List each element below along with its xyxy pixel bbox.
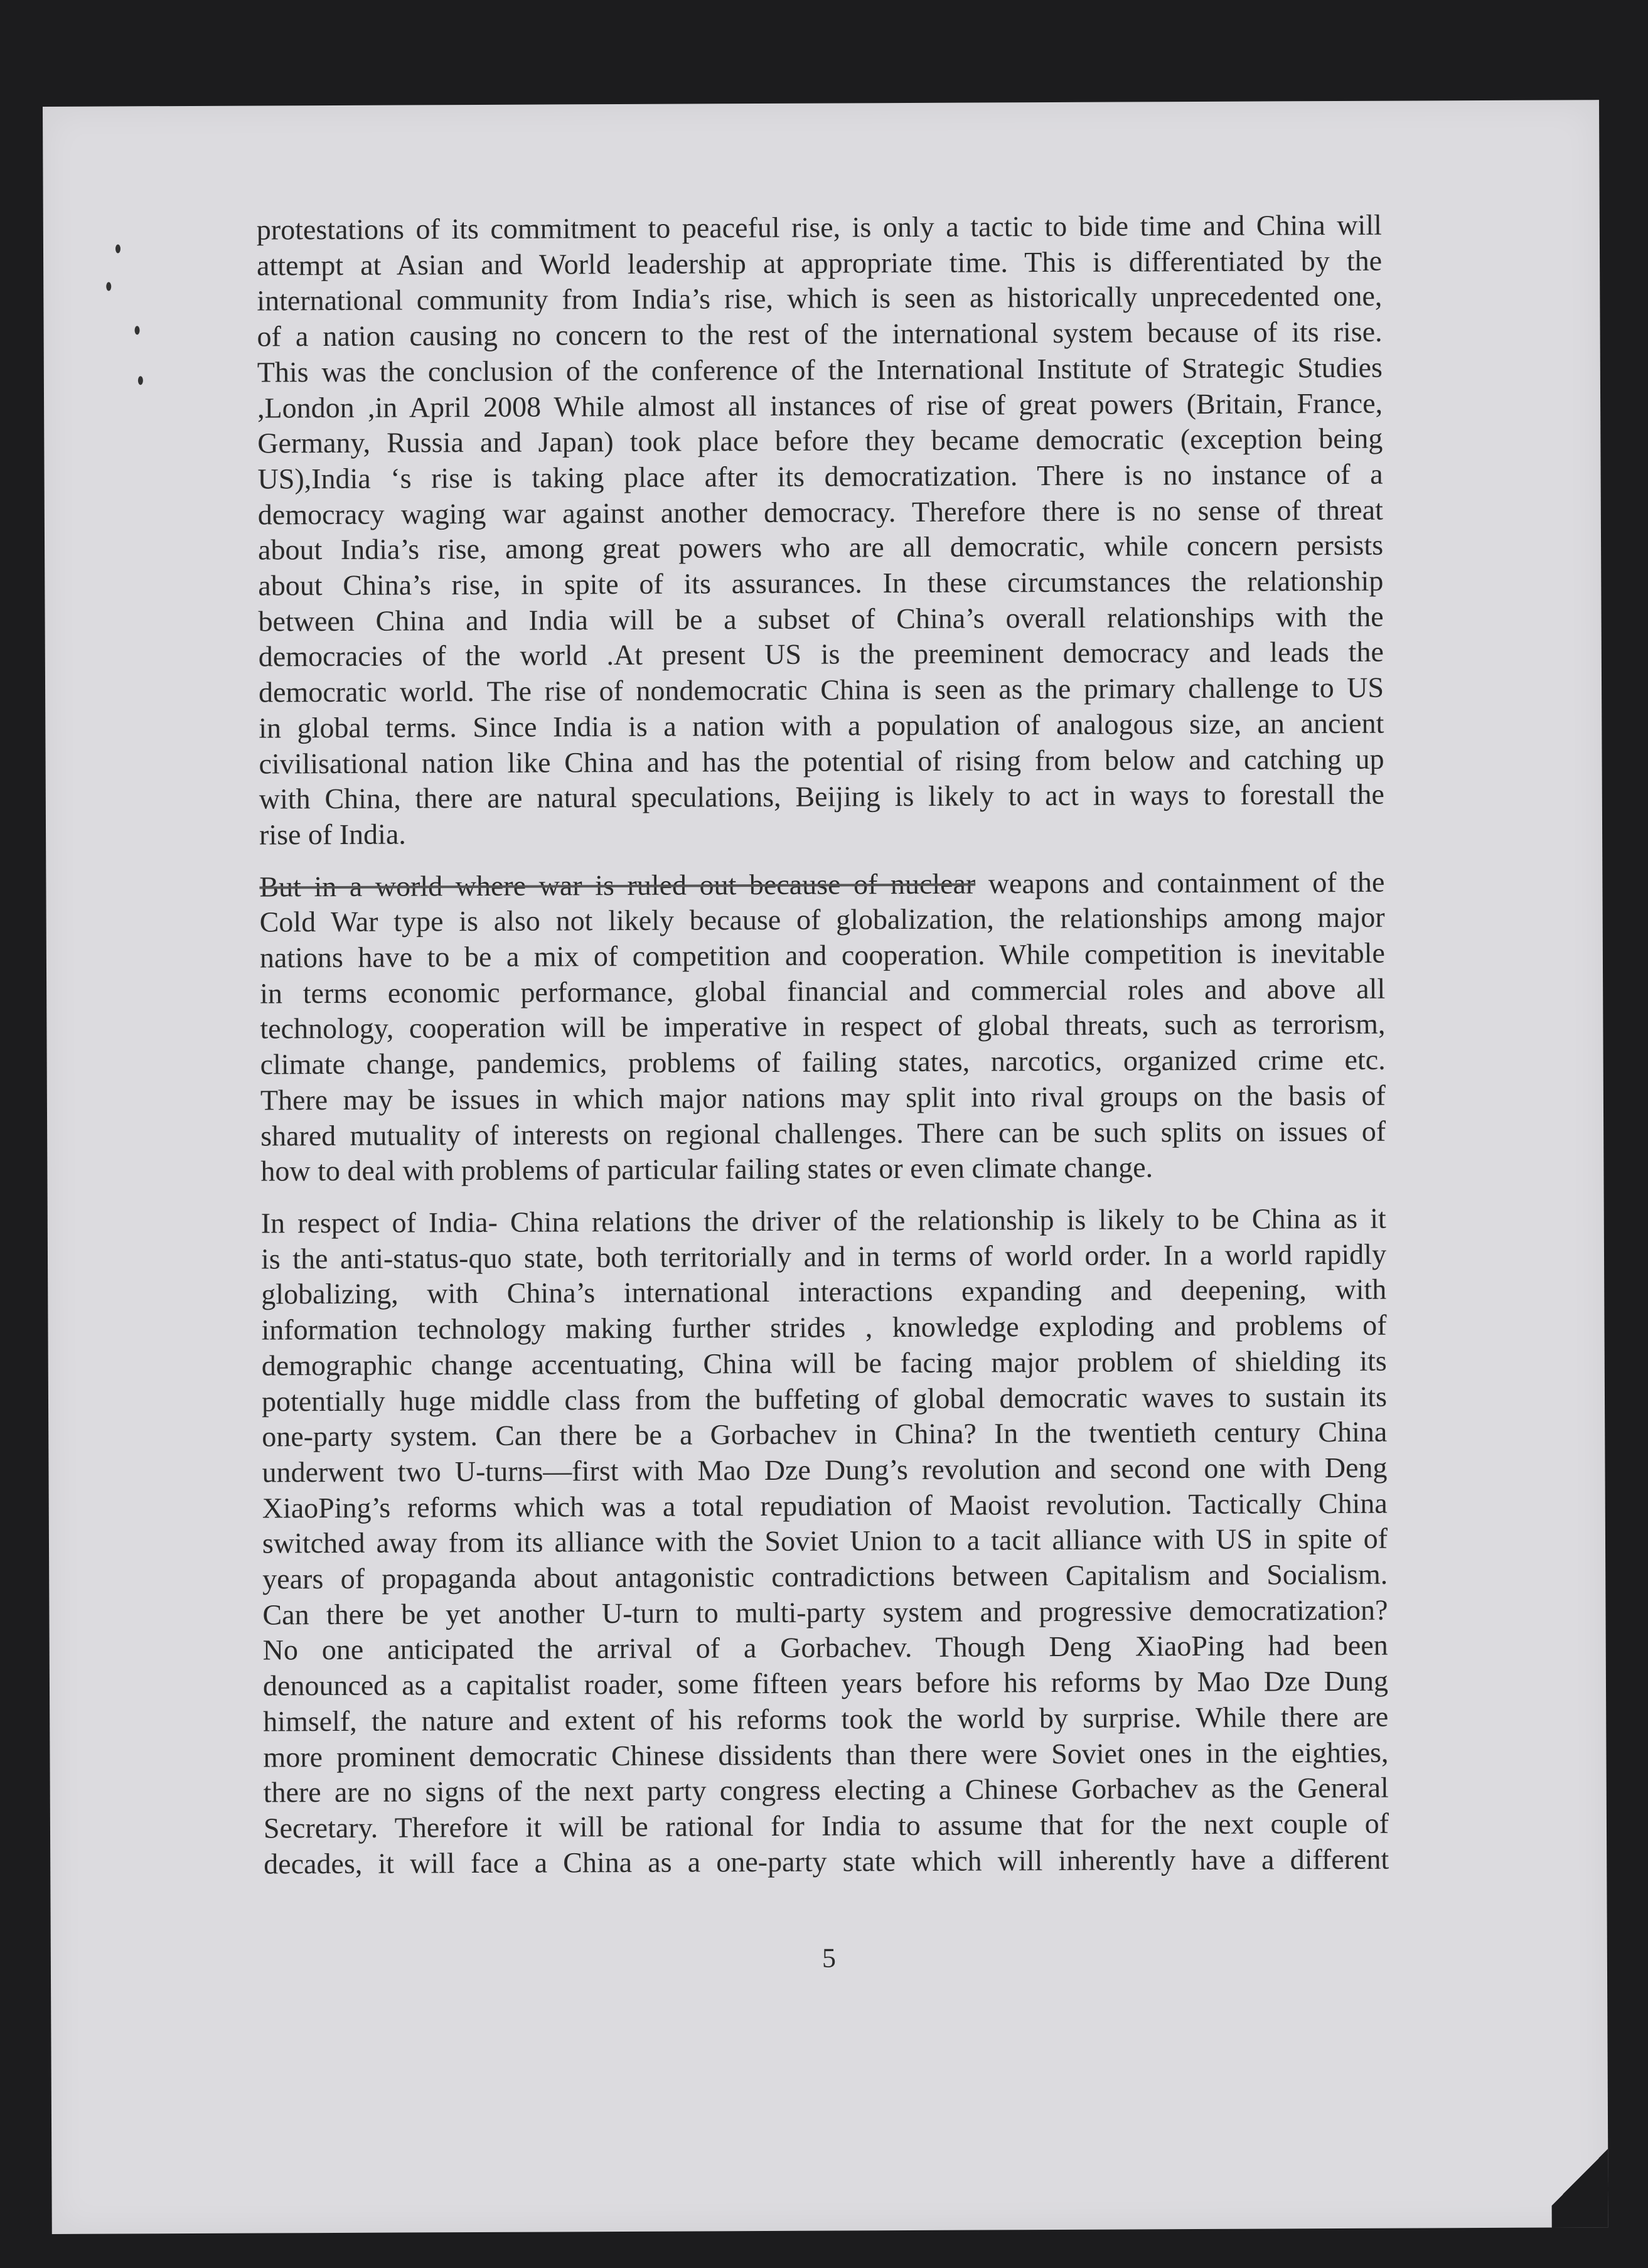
text-line: of a nation causing no concern to the rest of the international system because of its rise. (257, 315, 1383, 353)
text-line: Secretary. Therefore it will be rational for India to assume that for the next couple of (263, 1807, 1389, 1844)
text-line: information technology making further strides , knowledge exploding and problems of (261, 1308, 1387, 1346)
text-line: years of propaganda about antagonistic contradictions between Capitalism and Socialism. (262, 1558, 1388, 1595)
scanned-page (43, 100, 1608, 2234)
text-line: shared mutuality of interests on regional challenges. There can be such splits on issues of (260, 1115, 1386, 1152)
document-body (257, 208, 1389, 1898)
text-line: himself, the nature and extent of his reforms took the world by surprise. While there are (263, 1700, 1389, 1738)
text-line: XiaoPing’s reforms which was a total repudiation of Maoist revolution. Tactically China (262, 1487, 1388, 1524)
text-line: globalizing, with China’s international interactions expanding and deepening, with (261, 1273, 1387, 1310)
text-line: This was the conclusion of the conference of the International Institute of Strategic Studies (257, 351, 1383, 388)
text-line: more prominent democratic Chinese dissidents than there were Soviet ones in the eighties, (263, 1736, 1389, 1773)
text-line: one-party system. Can there be a Gorbachev in China? In the twentieth century China (262, 1415, 1388, 1453)
punch-mark (138, 376, 143, 385)
text-line: is the anti-status-quo state, both territorially and in terms of world order. In a world rapidly (260, 1238, 1387, 1275)
punch-mark (115, 244, 120, 253)
text-line: there are no signs of the next party congress electing a Chinese Gorbachev as the General (263, 1771, 1389, 1809)
punch-mark (106, 282, 111, 291)
paragraph (261, 1201, 1389, 1882)
text-line: in global terms. Since India is a nation with a population of analogous size, an ancient (259, 707, 1384, 744)
text-line: about India’s rise, among great powers who are all democratic, while concern persists (257, 529, 1384, 566)
text-line: US),India ‘s rise is taking place after its democratization. There is no instance of a (257, 457, 1383, 495)
text-line: in terms economic performance, global financial and commercial roles and above all (260, 972, 1386, 1010)
page-number: 5 (821, 1942, 836, 1974)
paragraph (257, 208, 1384, 853)
text-line: demographic change accentuating, China will be facing major problem of shielding its (261, 1344, 1387, 1382)
text-line: international community from India’s rise, which is seen as historically unprecedented one, (257, 280, 1383, 317)
text-line: attempt at Asian and World leadership at appropriate time. This is differentiated by the (256, 244, 1383, 282)
struck-text: But in a world where war is ruled out because of nuclear (259, 867, 976, 903)
text-line: potentially huge middle class from the buffeting of global democratic waves to sustain its (261, 1380, 1388, 1417)
punch-mark (135, 326, 140, 334)
text-line: switched away from its alliance with the Soviet Union to a tacit alliance with US in spite of (262, 1522, 1388, 1559)
text-line: There may be issues in which major nations may split into rival groups on the basis of (260, 1079, 1386, 1116)
text-line: underwent two U-turns—first with Mao Dze Dung’s revolution and second one with Deng (262, 1451, 1388, 1489)
text-line: with China, there are natural speculations, Beijing is likely to act in ways to forestall the (259, 778, 1384, 815)
text-line (259, 864, 1384, 905)
text-line: ,London ,in April 2008 While almost all instances of rise of great powers (Britain, France, (257, 387, 1383, 424)
text-line: between China and India will be a subset of China’s overall relationships with the (258, 600, 1384, 638)
text-line: democracies of the world .At present US is the preeminent democracy and leads the (258, 636, 1384, 673)
text-line: civilisational nation like China and has the potential of rising from below and catching up (259, 742, 1384, 780)
text-line: how to deal with problems of particular failing states or even climate change. (260, 1151, 1153, 1187)
text-line: technology, cooperation will be imperative in respect of global threats, such as terrorism, (260, 1008, 1386, 1045)
text-line: denounced as a capitalist roader, some fifteen years before his reforms by Mao Dze Dung (262, 1664, 1389, 1702)
text-line: decades, it will face a China as a one-party state which will inherently have a different (264, 1843, 1389, 1880)
text-line: Cold War type is also not likely because of globalization, the relationships among major (259, 901, 1385, 938)
text-line: protestations of its commitment to peaceful rise, is only a tactic to bide time and China will (256, 208, 1382, 246)
text-line: democratic world. The rise of nondemocratic China is seen as the primary challenge to US (258, 671, 1384, 709)
text-line: In respect of India- China relations the driver of the relationship is likely to be China as it (260, 1202, 1386, 1239)
text: weapons and containment of the (975, 865, 1385, 900)
text-line: democracy waging war against another democracy. Therefore there is no sense of threat (257, 493, 1383, 531)
paragraph (259, 864, 1386, 1189)
text-line: Germany, Russia and Japan) took place before they became democratic (exception being (257, 422, 1383, 459)
text-line: rise of India. (259, 818, 406, 851)
text-line: climate change, pandemics, problems of failing states, narcotics, organized crime etc. (260, 1043, 1386, 1081)
text-line: No one anticipated the arrival of a Gorbachev. Though Deng XiaoPing had been (262, 1629, 1388, 1666)
text-line: about China’s rise, in spite of its assurances. In these circumstances the relationship (258, 564, 1384, 602)
text-line: nations have to be a mix of competition and cooperation. While competition is inevitable (259, 936, 1386, 974)
text-line: Can there be yet another U-turn to multi-party system and progressive democratization? (262, 1593, 1388, 1631)
